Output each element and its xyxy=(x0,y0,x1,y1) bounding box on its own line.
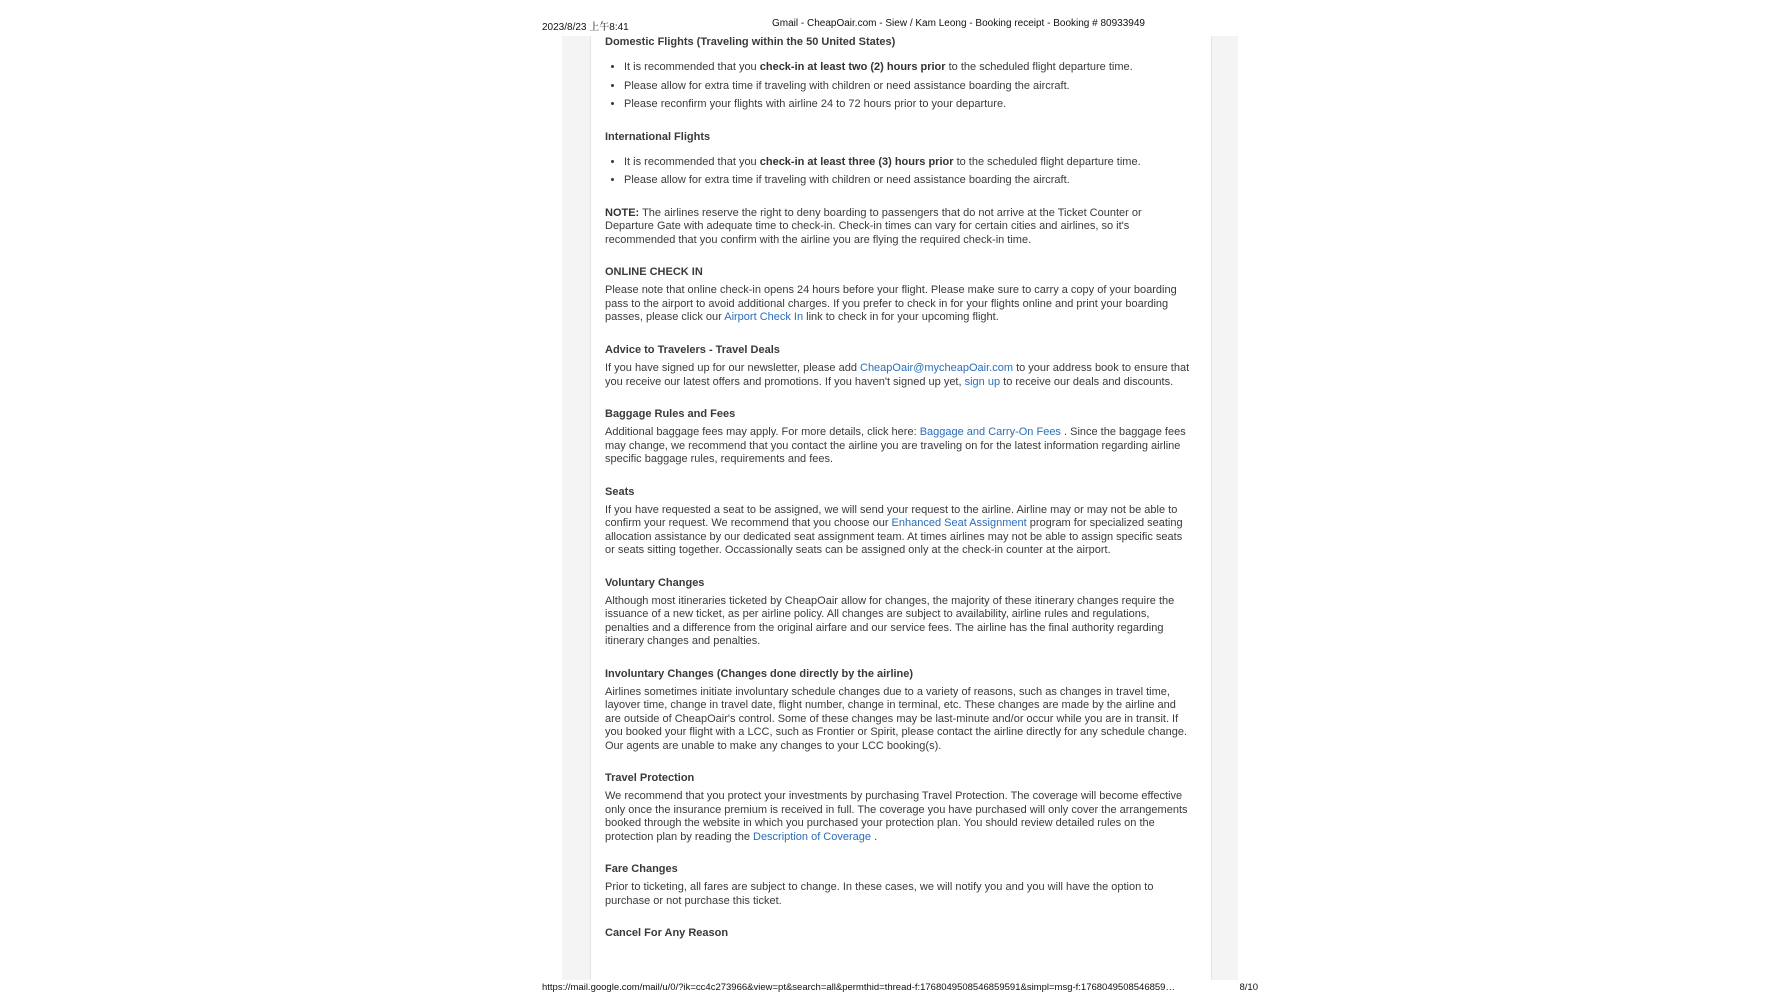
airport-check-in-link[interactable]: Airport Check In xyxy=(724,311,804,324)
domestic-bullet-3: • Please reconfirm your flights with airline 24 to 72 hours prior to your departure. xyxy=(624,98,1193,111)
cancel-for-any-reason-section xyxy=(605,927,1193,940)
involuntary-changes-paragraph: Airlines sometimes initiate involuntary schedule changes due to a variety of reasons, such as changes in travel time, layover time, change in travel date, flight number, change in terminal, etc. These changes are made by the airline and are outside of CheapOair's control. Some of these changes may be last-minute and/or occur while you are in transit. If you booked your flight with a LCC, such as Frontier or Spirit, please contact the airline directly for any schedule change. Our agents are unable to make any changes to your LCC booking(s). xyxy=(605,686,1188,752)
involuntary-changes-heading: Involuntary Changes (Changes done directly by the airline) xyxy=(605,667,914,680)
advice-heading: Advice to Travelers - Travel Deals xyxy=(605,343,780,356)
voluntary-changes-section xyxy=(605,577,1193,649)
international-bullet-2: • Please allow for extra time if traveling with children or need assistance boarding the aircraft. xyxy=(624,174,1193,187)
seats-paragraph: If you have requested a seat to be assigned, we will send your request to the airline. Airline may or may not be able to confirm your request. We recommend that you choose our Enhanced Seat Assignment program for specialized seating allocation assistance by our dedicated seat assignment team. At times airlines may not be able to assign specific seats or seats sitting together. Occassionally seats can be assigned only at the check-in counter at the airport. xyxy=(605,503,1183,557)
travel-protection-paragraph: We recommend that you protect your investments by purchasing Travel Protection. The coverage will become effective only once the insurance premium is received in full. The coverage you have purchased will only cover the arrangements booked through the website in which you purchased your protection plan. You should review detailed rules on the protection plan by reading the Description of Coverage . xyxy=(605,790,1188,843)
seats-section xyxy=(605,486,1193,558)
travel-protection-heading: Travel Protection xyxy=(605,772,695,785)
voluntary-changes-heading: Voluntary Changes xyxy=(605,576,705,589)
print-date: 2023/8/23 上午8:41 xyxy=(542,22,629,33)
sign-up-link[interactable]: sign up xyxy=(964,375,1001,388)
description-of-coverage-link[interactable]: Description of Coverage xyxy=(753,830,872,843)
voluntary-changes-paragraph: Although most itineraries ticketed by CheapOair allow for changes, the majority of these itinerary changes require the issuance of a new ticket, as per airline policy. All changes are subject to availability, airline rules and regulations, penalties and a difference from the original airfare and our service fees. The airline has the final authority regarding itinerary changes and penalties. xyxy=(605,594,1175,648)
online-check-in-heading: ONLINE CHECK IN xyxy=(605,266,703,279)
involuntary-changes-section xyxy=(605,668,1193,753)
fare-changes-heading: Fare Changes xyxy=(605,863,678,876)
fare-changes-paragraph: Prior to ticketing, all fares are subject to change. In these cases, we will notify you and you will have the option to purchase or not purchase this ticket. xyxy=(605,881,1154,907)
print-url: https://mail.google.com/mail/u/0/?ik=cc4c273966&view=pt&search=all&permthid=thread-f:1768049508546859591&simpl=msg-f:1768049508546859… xyxy=(542,982,1175,993)
online-check-in-section xyxy=(605,266,1193,325)
baggage-section xyxy=(605,408,1193,467)
travel-protection-section xyxy=(605,772,1193,844)
note-paragraph: NOTE: The airlines reserve the right to deny boarding to passengers that do not arrive at the Ticket Counter or Departure Gate with adequate time to check-in. Check-in times can vary for certain cities and airlines, so it's recommended that you confirm with the airline you are flying the required check-in time. xyxy=(605,206,1142,246)
note-label: NOTE: xyxy=(605,206,640,219)
note-section xyxy=(605,207,1193,247)
fare-changes-section xyxy=(605,863,1193,908)
print-header xyxy=(542,18,1258,32)
advice-section xyxy=(605,344,1193,389)
enhanced-seat-assignment-link[interactable]: Enhanced Seat Assignment xyxy=(891,517,1027,530)
baggage-fees-link[interactable]: Baggage and Carry-On Fees xyxy=(919,426,1061,439)
domestic-flights-heading: Domestic Flights (Traveling within the 50 United States) xyxy=(605,36,896,48)
baggage-paragraph: Additional baggage fees may apply. For more details, click here: Baggage and Carry-On Fees . Since the baggage fees may change, we recommend that you contact the airline you are traveling on for the latest information regarding airline specific baggage rules, requirements and fees. xyxy=(605,426,1186,466)
cancel-for-any-reason-heading: Cancel For Any Reason xyxy=(605,927,729,940)
email-content xyxy=(590,36,1212,980)
international-flights-heading: International Flights xyxy=(605,130,711,143)
email-address-link[interactable]: CheapOair@mycheapOair.com xyxy=(860,362,1014,375)
baggage-heading: Baggage Rules and Fees xyxy=(605,407,736,420)
domestic-bullet-1: • It is recommended that you check-in at least two (2) hours prior to the scheduled flight departure time. xyxy=(624,61,1193,74)
print-footer xyxy=(542,982,1258,996)
advice-paragraph: If you have signed up for our newsletter, please add CheapOair@mycheapOair.com to your address book to ensure that you receive our latest offers and promotions. If you haven't signed up yet, sign up to receive our deals and discounts. xyxy=(605,362,1190,388)
domestic-flights-section xyxy=(605,36,1193,112)
page-number: 8/10 xyxy=(1239,982,1258,993)
seats-heading: Seats xyxy=(605,485,635,498)
print-title: Gmail - CheapOair.com - Siew / Kam Leong - Booking receipt - Booking # 80933949 xyxy=(772,18,1145,29)
online-check-in-paragraph: Please note that online check-in opens 24 hours before your flight. Please make sure to carry a copy of your boarding pass to the airport to avoid additional charges. If you prefer to check in for your flights online and print your boarding passes, please click our Airport Check In link to check in for your upcoming flight. xyxy=(605,284,1177,324)
international-flights-section xyxy=(605,131,1193,188)
international-bullet-1: • It is recommended that you check-in at least three (3) hours prior to the scheduled flight departure time. xyxy=(624,156,1193,169)
domestic-bullet-2: • Please allow for extra time if traveling with children or need assistance boarding the aircraft. xyxy=(624,80,1193,93)
